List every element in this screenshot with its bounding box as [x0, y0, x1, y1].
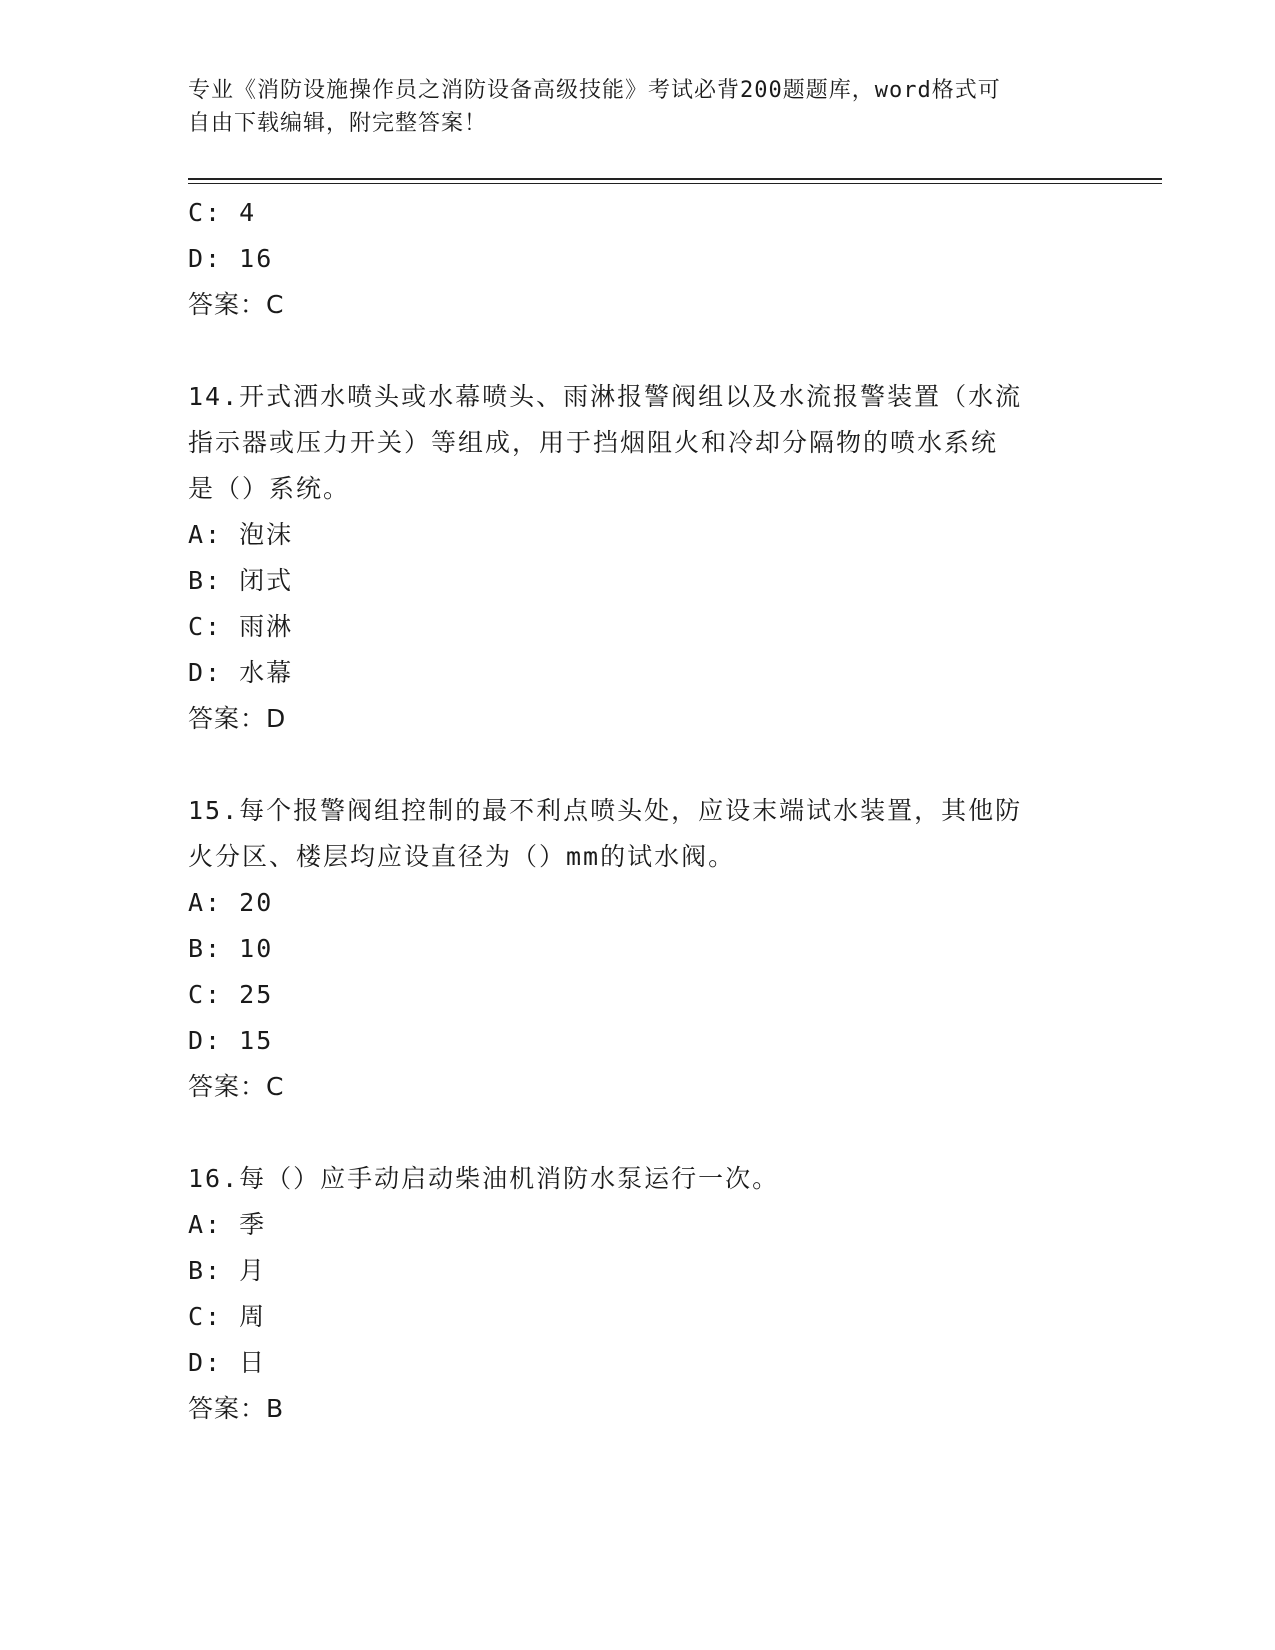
question-15: [188, 788, 1088, 1110]
question-16: [188, 1156, 1088, 1432]
page-header: [188, 74, 1078, 140]
option-b: B: 月: [188, 1256, 267, 1285]
option-d: D: 水幕: [188, 658, 294, 687]
header-divider-thick: [188, 178, 1162, 180]
option-c: C: 周: [188, 1302, 267, 1331]
option-c: C: 雨淋: [188, 612, 294, 641]
answer-line: 答案：C: [188, 1072, 285, 1101]
question-stem-line: 是（）系统。: [188, 474, 351, 503]
option-a: A: 泡沫: [188, 520, 294, 549]
header-line-2: 自由下载编辑，附完整答案！: [188, 111, 488, 136]
question-14: [188, 374, 1088, 742]
question-stem-line: 14.开式洒水喷头或水幕喷头、雨淋报警阀组以及水流报警装置（水流: [188, 382, 1023, 411]
option-b: B: 10: [188, 934, 274, 963]
option-a: A: 20: [188, 888, 274, 917]
header-line-1: 专业《消防设施操作员之消防设备高级技能》考试必背200题题库，word格式可: [188, 78, 1001, 103]
option-d: D: 日: [188, 1348, 267, 1377]
header-divider-thin: [188, 183, 1162, 184]
answer-line: 答案：D: [188, 704, 287, 733]
answer-line: 答案：C: [188, 290, 285, 319]
option-a: A: 季: [188, 1210, 267, 1239]
spacer: [188, 1110, 1088, 1156]
question-stem-line: 16.每（）应手动启动柴油机消防水泵运行一次。: [188, 1164, 780, 1193]
option-c: C: 25: [188, 980, 274, 1009]
option-d: D: 15: [188, 1026, 274, 1055]
answer-line: 答案：B: [188, 1394, 285, 1423]
question-13-tail: [188, 190, 1088, 328]
spacer: [188, 328, 1088, 374]
question-stem-line: 15.每个报警阀组控制的最不利点喷头处，应设末端试水装置，其他防: [188, 796, 1023, 825]
spacer: [188, 742, 1088, 788]
option-c: C: 4: [188, 198, 257, 227]
question-list: [188, 190, 1088, 1432]
option-b: B: 闭式: [188, 566, 294, 595]
question-stem-line: 指示器或压力开关）等组成，用于挡烟阻火和冷却分隔物的喷水系统: [188, 428, 999, 457]
question-stem-line: 火分区、楼层均应设直径为（）mm的试水阀。: [188, 842, 736, 871]
option-d: D: 16: [188, 244, 274, 273]
